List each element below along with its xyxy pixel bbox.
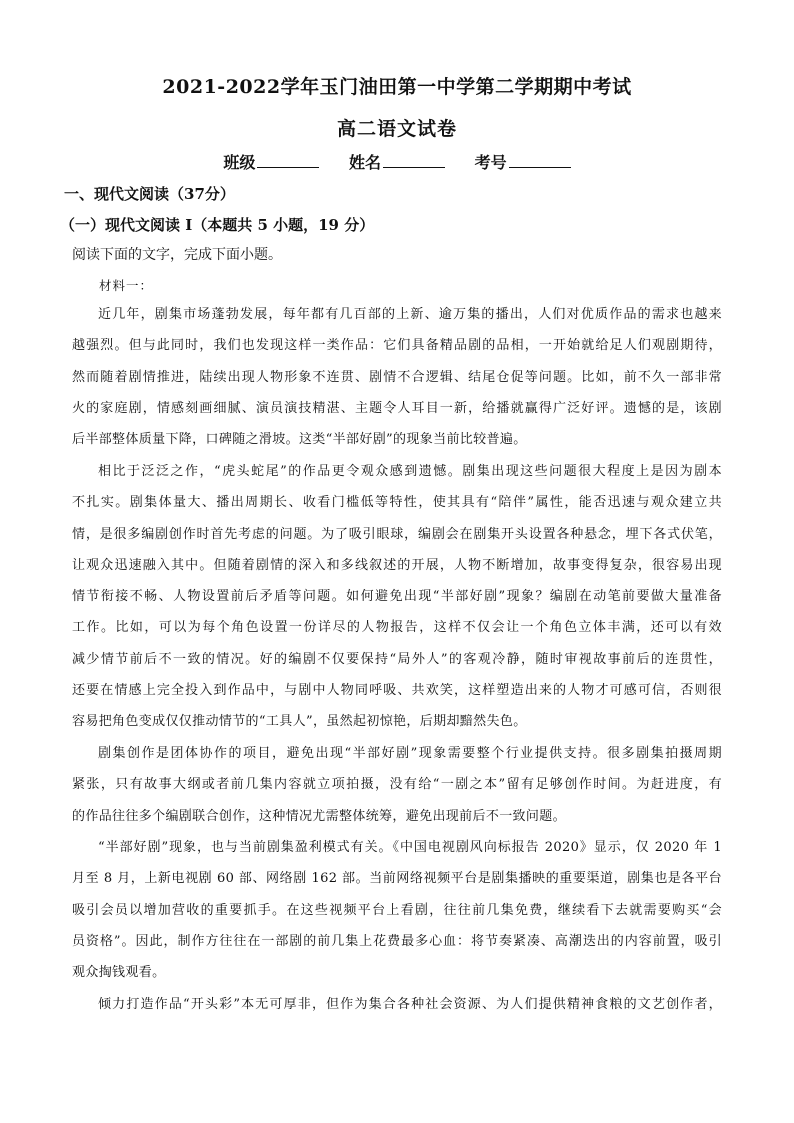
exam-number-field <box>475 150 571 173</box>
text-line: 不扎实。剧集体量大、播出周期长、收看门槛低等特性，使其具有“陪伴”属性，能否迅速与观众建立共 <box>72 495 722 511</box>
student-info-fields <box>0 150 794 173</box>
paragraph-4 <box>72 832 722 988</box>
text-line: “半部好剧”现象，也与当前剧集盈利模式有关。《中国电视剧风向标报告 2020》显示，仅 2020 年 1 <box>98 840 722 855</box>
text-line: 让观众迅速融入其中。但随着剧情的深入和多线叙述的开展，人物不断增加，故事变得复杂，很容易出现 <box>72 557 722 573</box>
text-line: 容易把角色变成仅仅推动情节的“工具人”，虽然起初惊艳，后期却黯然失色。 <box>72 714 527 730</box>
paragraph-5 <box>72 989 722 1020</box>
class-label: 班级 <box>223 153 256 172</box>
name-blank <box>383 153 445 168</box>
text-line: 的作品往往多个编剧联合创作，这种情况尤需整体统筹，避免出现前后不一致问题。 <box>72 808 566 824</box>
text-line: 员资格”。因此，制作方往往在一部剧的前几集上花费最多心血：将节奏紧凑、高潮迭出的内容前置，吸引 <box>72 933 722 949</box>
paragraph-3 <box>72 738 722 832</box>
material-label: 材料一： <box>99 278 154 293</box>
text-line: 相比于泛泛之作，“虎头蛇尾”的作品更令观众感到遗憾。剧集出现这些问题很大程度上是因为剧本 <box>98 464 722 479</box>
paragraph-1 <box>72 299 722 455</box>
text-line: 观众掏钱观看。 <box>72 965 166 981</box>
text-line: 倾力打造作品“开头彩”本无可厚非，但作为集合各种社会资源、为人们提供精神食粮的文艺创作者， <box>98 997 722 1012</box>
exam-number-blank <box>509 153 571 168</box>
reading-instruction: 阅读下面的文字，完成下面小题。 <box>72 247 282 263</box>
class-field <box>223 150 319 173</box>
exam-subtitle: 高二语文试卷 <box>336 118 457 140</box>
exam-title: 2021-2022学年玉门油田第一中学第二学期期中考试 <box>162 76 632 98</box>
text-line: 情，是很多编剧创作时首先考虑的问题。为了吸引眼球，编剧会在剧集开头设置各种悬念，埋下各式伏笔， <box>72 526 722 542</box>
exam-number-label: 考号 <box>474 153 507 172</box>
text-line: 后半部整体质量下降，口碑随之滑坡。这类“半部好剧”的现象当前比较普遍。 <box>72 432 527 448</box>
name-field <box>349 150 445 173</box>
subsection-title: （一）现代文阅读 I（本题共 5 小题，19 分） <box>60 216 375 234</box>
text-line: 还要在情感上完全投入到作品中，与剧中人物同呼吸、共欢笑，这样塑造出来的人物才可感可信，否则很 <box>72 683 722 699</box>
section-title: 一、现代文阅读（37分） <box>64 185 235 203</box>
paragraph-2 <box>72 456 722 738</box>
text-line: 减少情节前后不一致的情况。好的编剧不仅要保持“局外人”的客观冷静，随时审视故事前后的连贯性， <box>72 651 722 667</box>
text-line: 火的家庭剧，情感刻画细腻、演员演技精湛、主题令人耳目一新，给播就赢得广泛好评。遗憾的是，该剧 <box>72 400 722 416</box>
text-line: 然而随着剧情推进，陆续出现人物形象不连贯、剧情不合逻辑、结尾仓促等问题。比如，前不久一部非常 <box>72 369 722 385</box>
text-line: 工作。比如，可以为每个角色设置一份详尽的人物报告，这样不仅会让一个角色立体丰满，还可以有效 <box>72 620 722 636</box>
text-line: 情节衔接不畅、人物设置前后矛盾等问题。如何避免出现“半部好剧”现象？编剧在动笔前要做大量准备 <box>72 589 722 605</box>
text-line: 月至 8 月，上新电视剧 60 部、网络剧 162 部。当前网络视频平台是剧集播映的重要渠道，剧集也是各平台 <box>72 871 722 887</box>
text-line: 近几年，剧集市场蓬勃发展，每年都有几百部的上新、逾万集的播出，人们对优质作品的需求也越来 <box>98 307 722 322</box>
text-line: 吸引会员以增加营收的重要抓手。在这些视频平台上看剧，往往前几集免费，继续看下去就需要购买“会 <box>72 902 722 918</box>
text-line: 紧张，只有故事大纲或者前几集内容就立项拍摄，没有给“一剧之本”留有足够创作时间。为赶进度，有 <box>72 777 722 793</box>
text-line: 越强烈。但与此同时，我们也发现这样一类作品：它们具备精品剧的品相，一开始就给足人们观剧期待， <box>72 338 722 354</box>
class-blank <box>257 153 319 168</box>
text-line: 剧集创作是团体协作的项目，避免出现“半部好剧”现象需要整个行业提供支持。很多剧集拍摄周期 <box>98 746 722 761</box>
name-label: 姓名 <box>348 153 381 172</box>
